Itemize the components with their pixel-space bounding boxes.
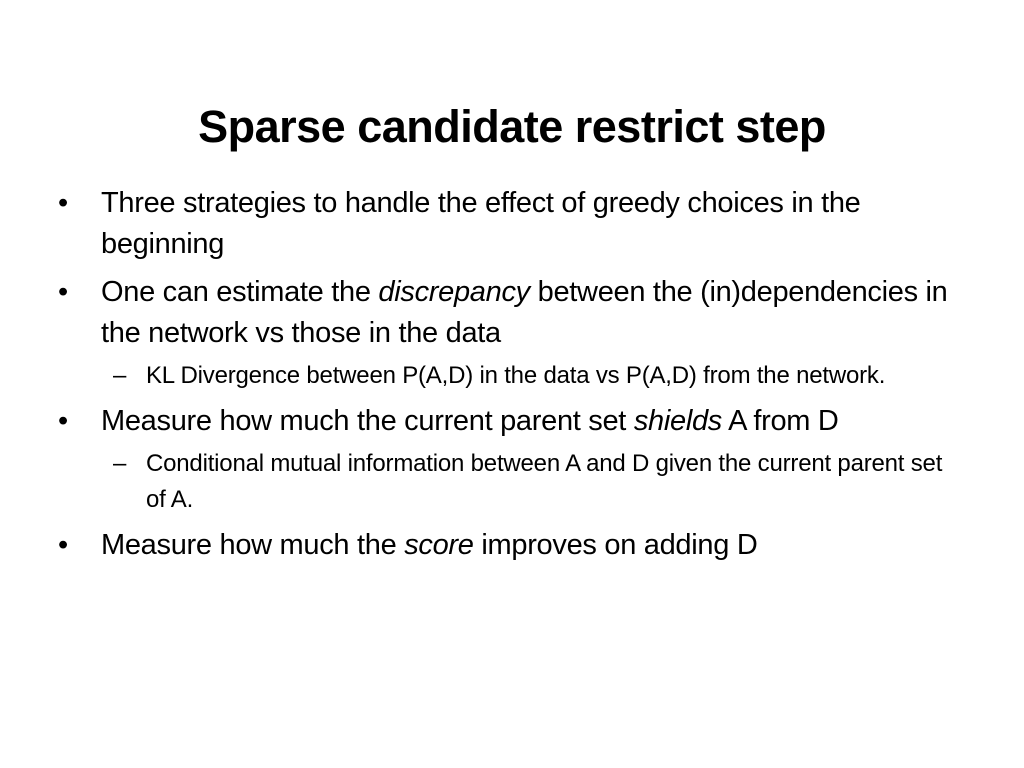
slide-title: Sparse candidate restrict step: [198, 101, 826, 153]
bullet-list: [56, 183, 956, 566]
bullet-text-before: One can estimate the: [101, 276, 379, 308]
bullet-marker: •: [58, 276, 68, 308]
bullet-emphasis: discrepancy: [378, 276, 530, 308]
bullet-text: [101, 405, 839, 437]
bullet-text: Three strategies to handle the effect of greedy choices in the beginning: [101, 187, 861, 260]
sub-bullet-text: Conditional mutual information between A and D given the current parent set of A.: [146, 450, 943, 513]
bullet-marker: •: [58, 529, 68, 561]
bullet-emphasis: score: [404, 529, 474, 561]
dash-marker: –: [113, 450, 127, 477]
sub-bullet-item-1: [56, 358, 956, 394]
bullet-marker: •: [58, 187, 68, 219]
bullet-text-after: between the (in)dependencies in the network vs those in the data: [101, 276, 948, 349]
bullet-item-1: [56, 183, 956, 265]
dash-marker: –: [113, 362, 127, 389]
bullet-text-after: improves on adding D: [473, 529, 758, 561]
bullet-item-4: [56, 525, 956, 566]
bullet-text-before: Measure how much the current parent set: [101, 405, 634, 437]
bullet-marker: •: [58, 405, 68, 437]
bullet-text-after: A from D: [722, 405, 839, 437]
bullet-text: [101, 529, 757, 561]
bullet-text: [101, 276, 948, 349]
sub-bullet-item-2: [56, 446, 956, 518]
sub-bullet-text: KL Divergence between P(A,D) in the data vs P(A,D) from the network.: [146, 362, 886, 389]
bullet-item-3: [56, 401, 956, 442]
bullet-emphasis: shields: [633, 405, 722, 437]
bullet-text-before: Measure how much the: [101, 529, 405, 561]
bullet-item-2: [56, 272, 956, 354]
